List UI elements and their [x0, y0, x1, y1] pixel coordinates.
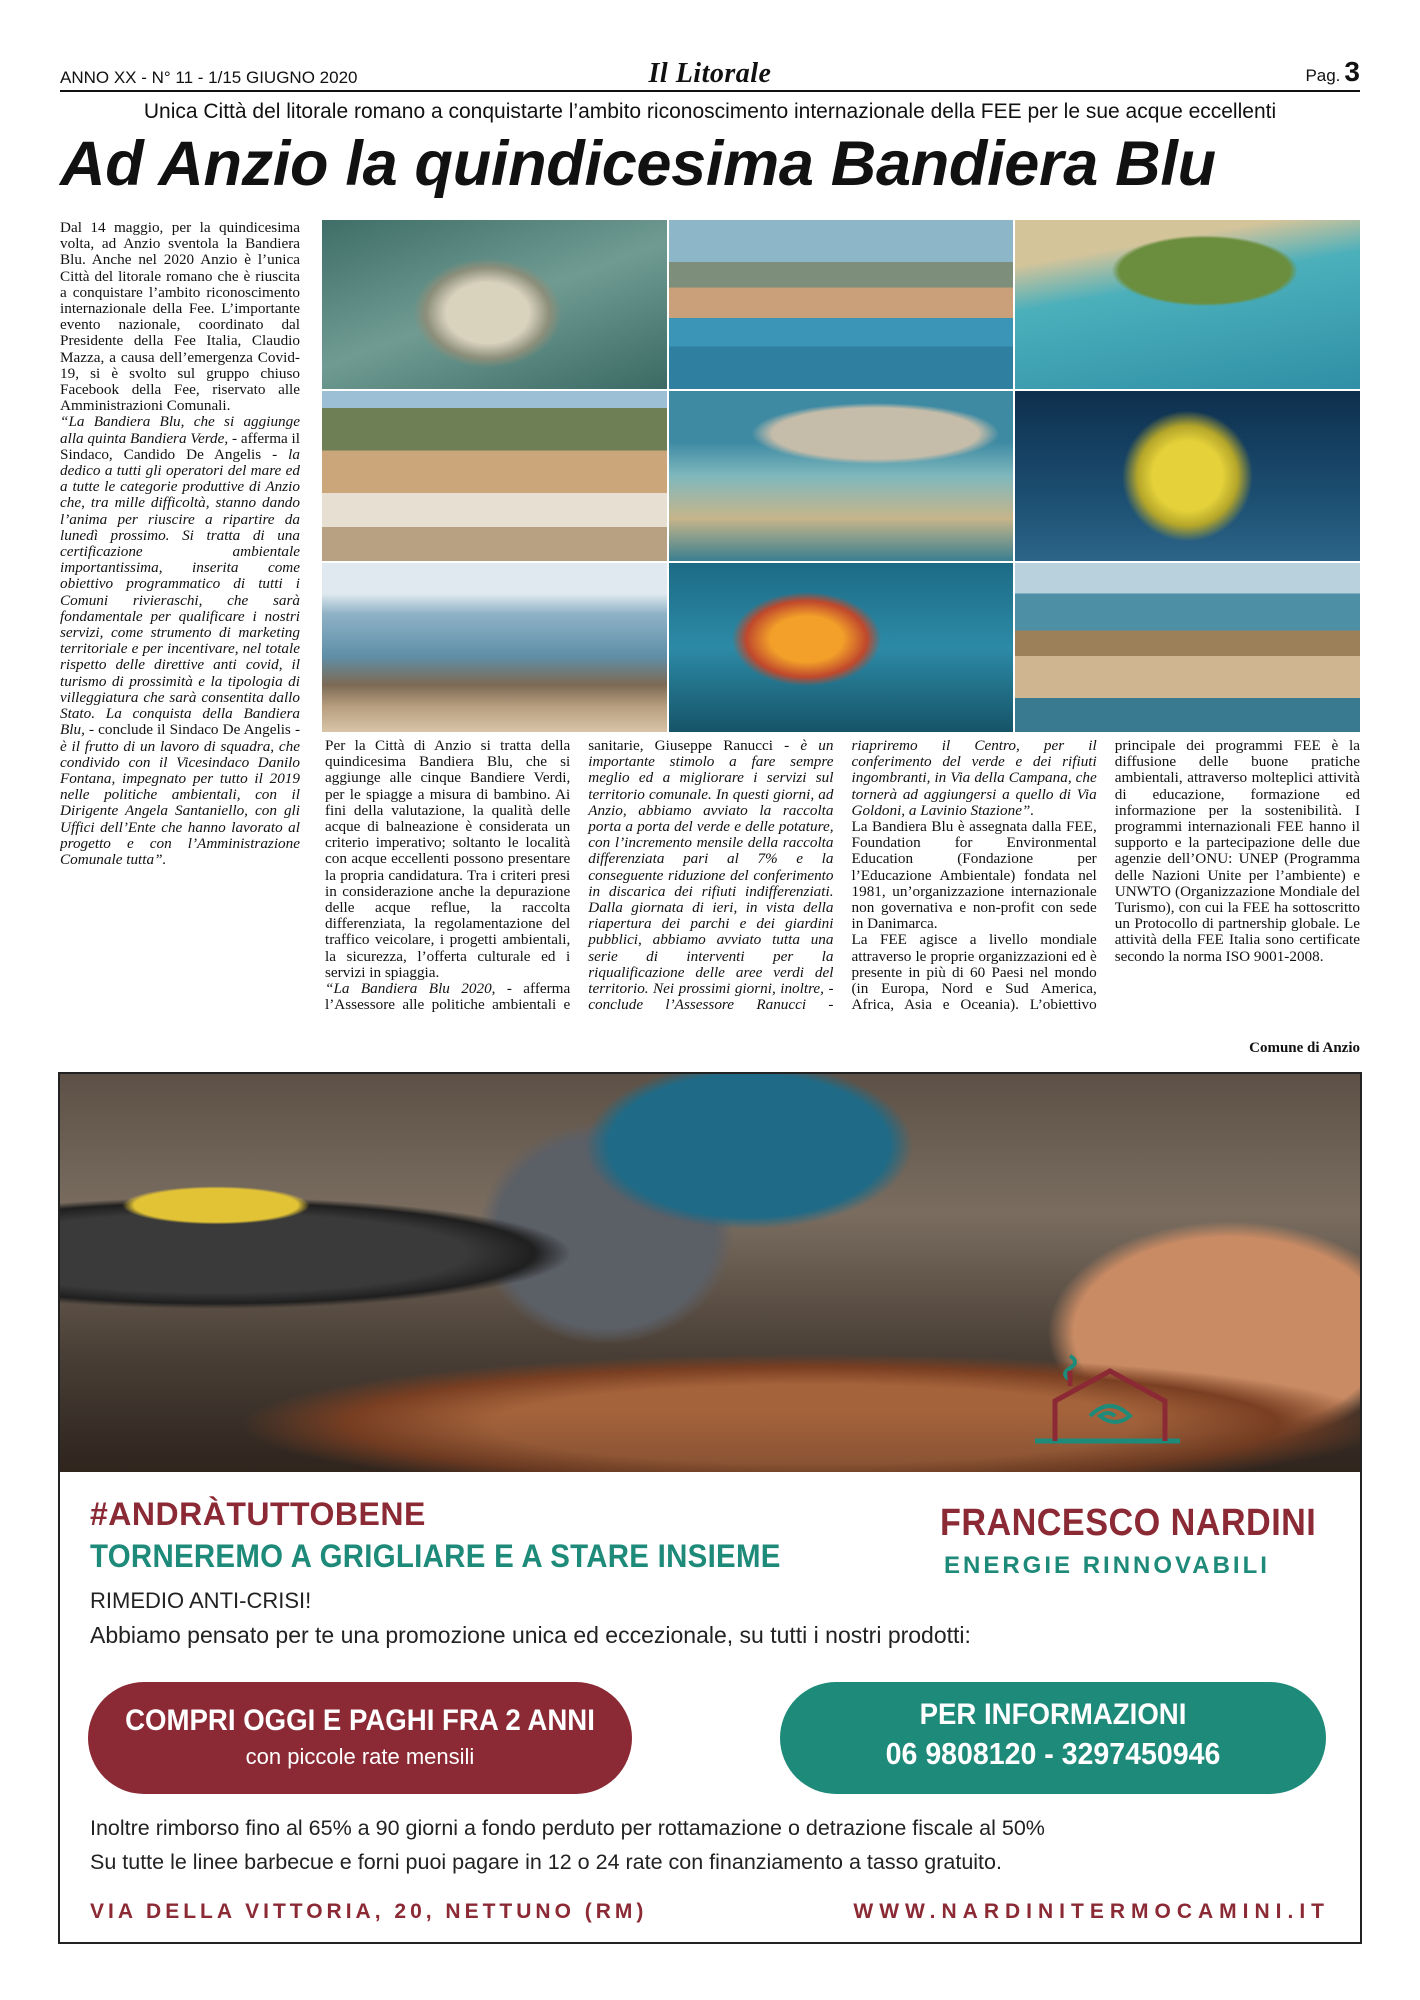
brand-subtitle: ENERGIE RINNOVABILI — [944, 1552, 1270, 1579]
photo-sea-caves — [669, 391, 1014, 560]
ad-address: VIA DELLA VITTORIA, 20, NETTUNO (RM) — [90, 1900, 648, 1923]
photo-anzio-harbor — [669, 220, 1014, 389]
photo-beach-shore — [322, 563, 667, 732]
ad-rebate-line: Inoltre rimborso fino al 65% a 90 giorni a fondo perduto per rottamazione o detrazione fiscale al 50% — [90, 1816, 1045, 1840]
quote-2-a: “La Bandiera Blu 2020, - — [325, 980, 512, 998]
article-continuation-columns — [325, 738, 1360, 1060]
article-column-1 — [60, 220, 300, 1060]
article-paragraph-1: Dal 14 maggio, per la quindicesima volta, ad Anzio sventola la Bandiera Blu. Anche nel 2020 Anzio è l’unica Città del litorale romano che è riuscita a conquistare l’ambito riconoscimento internazionale della Fee. L’importante evento nazionale, coordinato dal Presidente della Fee Italia, Claudio Mazza, a causa dell’emergenza Covid-19, si è svolto sul gruppo chiuso Facebook della Fee, riservato alle Amministrazioni Comunali. — [60, 220, 300, 415]
ad-slogan: TORNEREMO A GRIGLIARE E A STARE INSIEME — [90, 1538, 781, 1574]
payment-offer-subtitle: con piccole rate mensili — [245, 1744, 475, 1769]
page-label: Pag. — [1305, 66, 1341, 85]
info-title: PER INFORMAZIONI — [919, 1698, 1187, 1731]
ad-promo-line: Abbiamo pensato per te una promozione unica ed eccezionale, su tutti i nostri prodotti: — [90, 1622, 971, 1648]
ad-crisis-line: RIMEDIO ANTI-CRISI! — [90, 1588, 312, 1613]
ad-website: WWW.NARDINITERMOCAMINI.IT — [853, 1900, 1330, 1923]
page-number — [1305, 56, 1360, 88]
article-paragraph-3: La Bandiera Blu è assegnata dalla FEE, Foundation for Environmental Education (Fondazione per l’Educazione Ambientale) fondata nel 1981, un’organizzazione internazionale non governativa e non-profit con sede in Danimarca. — [851, 818, 1097, 933]
payment-offer-badge — [88, 1682, 632, 1794]
quote-1-d: - conclude il Sindaco De Angelis - — [84, 721, 300, 739]
quote-1-c: la dedico a tutti gli operatori del mare ed a tutte le categorie produttive di Anzio che, tra mille difficoltà, stanno dando l’anima per riuscire a ripartire da lunedì prossimo. Si tratta di una certificazione ambientale importantissima, inserita come obiettivo programmatico di tutti i Comuni rivieraschi, che sarà fondamentale per qualificare i nostri servizi, come strumento di marketing territoriale e per incentivare, nel totale rispetto delle direttive anti covid, il turismo di prossimità e la tipologia di villeggiatura che sarà consentita dallo Stato. La conquista della Bandiera Blu, — [60, 445, 300, 739]
page-number-value: 3 — [1344, 56, 1360, 87]
article-signature: Comune di Anzio — [1249, 1040, 1360, 1056]
photo-lighthouse-town — [322, 391, 667, 560]
photo-underwater-reef — [669, 563, 1014, 732]
article-paragraph-2: Per la Città di Anzio si tratta della quindicesima Bandiera Blu, che si aggiunge alle cinque Bandiere Verdi, per le spiagge a misura di bambino. Ai fini della valutazione, la qualità delle acque di balneazione è considerata un criterio imperativo; soltanto le località con acque eccellenti possono presentare la propria candidatura. Tra i criteri presi in considerazione anche la depurazione delle acque reflue, la raccolta differenziata, la regolamentazione del traffico veicolare, i progetti ambientali, la sicurezza, l’offerta culturale ed i servizi in spiaggia. — [325, 738, 571, 981]
masthead: Il Litorale — [648, 58, 772, 89]
article-kicker: Unica Città del litorale romano a conquistarte l’ambito riconoscimento internazionale della FEE per le sue acque eccellenti — [143, 100, 1277, 123]
advertisement — [58, 1072, 1362, 1944]
page-header — [60, 58, 1360, 92]
photo-coastal-tower — [1015, 220, 1360, 389]
payment-offer-title: COMPRI OGGI E PAGHI FRA 2 ANNI — [125, 1704, 595, 1737]
article-paragraph-4: La FEE agisce a livello mondiale attraverso le proprie organizzazioni ed è presente in più di 60 Paesi nel mondo (in Europa, Nord e Sud America, Africa, Asia e Oceania). L’obiettivo principale dei programmi FEE è la diffusione delle buone pratiche ambientali, attraverso molteplici attività di educazione, formazione ed informazione per la sostenibilità. I programmi internazionali FEE hanno il supporto e la partecipazione delle due agenzie dell’ONU: UNEP (Programma delle Nazioni Unite per l’ambiente) e UNWTO (Organizzazione Mondiale del Turismo), con cui la FEE ha sottoscritto un Protocollo di partnership globale. Le attività della FEE Italia sono certificate secondo la norma ISO 9001-2008. — [851, 738, 1360, 1014]
ad-hashtag: #ANDRÀTUTTOBENE — [90, 1496, 426, 1532]
house-swirl-logo-icon — [1030, 1346, 1190, 1456]
article-quote-1 — [60, 414, 300, 868]
quote-1-b: afferma il Sindaco, Candido De Angelis - — [60, 429, 300, 463]
quote-1-a: “La Bandiera Blu, che si aggiunge alla quinta Bandiera Verde, - — [60, 413, 300, 447]
phone-numbers: 06 9808120 - 3297450946 — [885, 1736, 1221, 1771]
photo-yellow-coral — [1015, 391, 1360, 560]
info-contact-badge — [780, 1682, 1326, 1794]
ad-financing-line: Su tutte le linee barbecue e forni puoi pagare in 12 o 24 rate con finanziamento a tasso gratuito. — [90, 1850, 1002, 1874]
quote-2-b: afferma l’Assessore alle politiche ambientali e sanitarie, Giuseppe Ranucci — [325, 738, 785, 1014]
photo-coastline-villas — [1015, 563, 1360, 732]
photo-mosaic — [322, 220, 1360, 732]
article-headline: Ad Anzio la quindicesima Bandiera Blu — [60, 129, 1216, 199]
issue-info: ANNO XX - N° 11 - 1/15 GIUGNO 2020 — [60, 68, 358, 87]
brand-name: FRANCESCO NARDINI — [940, 1502, 1317, 1544]
quote-2-c: - è un importante stimolo a fare sempre meglio ed a migliorare i servizi sul territorio comunale. In questi giorni, ad Anzio, abbiamo avviato la raccolta porta a porta del verde e delle potature, con l’incremento mensile della raccolta differenziata pari al 7% e la conseguente riduzione del conferimento in discarica dei rifiuti indifferenziati. Dalla giornata di ieri, in vista della riapertura dei parchi e dei giardini pubblici, abbiamo avviato tutta una serie di interventi per la riqualificazione delle aree verdi del territorio. Nei prossimi giorni, inoltre, - conclude l’Assessore Ranucci - riapriremo il Centro, per il conferimento del verde e dei rifiuti ingombranti, in Via della Campana, che tornerà ad aggiungersi a quello di Via Goldoni, a Lavinio Stazione”. — [588, 738, 1097, 1014]
photo-aerial-islet — [322, 220, 667, 389]
quote-1-e: è il frutto di un lavoro di squadra, che condivido con il Vicesindaco Danilo Fontana, impegnato per tutto il 2019 nelle politiche ambientali, con il Dirigente Angela Santaniello, con gli Uffici dell’Ente che hanno lavorato al progetto e con l’Amministrazione Comunale tutta”. — [60, 737, 300, 868]
